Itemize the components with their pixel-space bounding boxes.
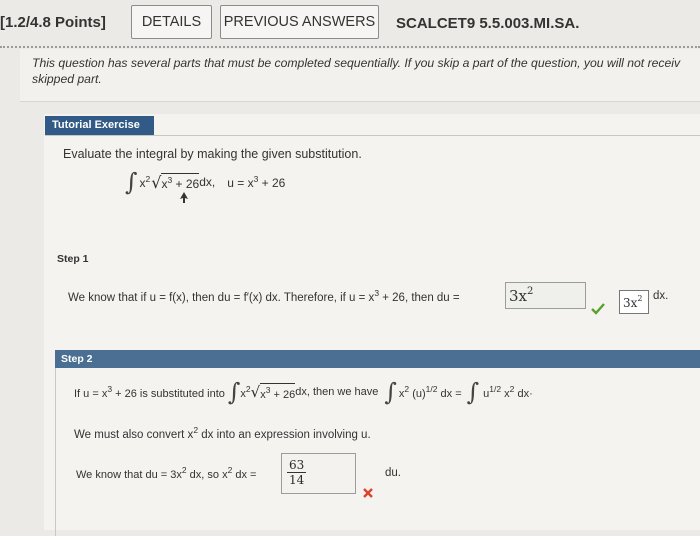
tutorial-tab: Tutorial Exercise — [45, 116, 154, 135]
mouse-cursor-icon — [180, 192, 188, 204]
question-points — [0, 14, 106, 31]
tutorial-divider — [45, 135, 700, 136]
step2-trailing: du. — [385, 467, 401, 479]
step1-answer-field[interactable]: $3x^2$ — [505, 282, 586, 309]
integral-sign: ∫ — [125, 168, 138, 196]
divider — [0, 46, 700, 48]
step2-panel — [55, 350, 700, 536]
notice-text: This question has several parts that must be completed sequentially. If you skip a part of the question, you will not receiv skipped part. — [32, 56, 681, 86]
step2-label: Step 2 — [55, 350, 700, 368]
step1-trailing: dx. — [653, 290, 669, 302]
step2-line2: We must also convert $x^2$ dx into an expression involving u. — [74, 425, 371, 441]
fraction-denominator: 14 — [289, 473, 305, 487]
checkmark-icon — [591, 303, 605, 315]
question-id: SCALCET9 5.5.003.MI.SA. — [396, 15, 580, 32]
sqrt-icon: √ — [151, 172, 162, 192]
sqrt-icon: √ — [250, 383, 261, 401]
details-button[interactable] — [131, 5, 212, 39]
step2-line3: We know that du = $3x^2$ dx, so $x^2$ dx = — [76, 465, 257, 481]
step1-key-box: $3x^2$ — [619, 290, 649, 314]
details-label: DETAILS — [141, 14, 202, 30]
tutorial-prompt: Evaluate the integral by making the given substitution. — [63, 147, 362, 161]
previous-answers-button[interactable] — [220, 5, 379, 39]
step2-line1: If $u = x^3 + 26$ is substituted into ∫ $x^2$ √ $x^3 + 26$ dx, then we have ∫ $x^2$ $(u)^{1/2}$ dx = ∫ $u^{1/2}$ $x^2$ dx· — [74, 378, 533, 406]
x-mark-icon — [362, 487, 374, 499]
integral-sign: ∫ — [227, 378, 241, 406]
previous-answers-label: PREVIOUS ANSWERS — [223, 14, 376, 30]
points-text: [1.2/4.8 Points] — [0, 14, 106, 31]
integral-sign: ∫ — [466, 378, 480, 406]
fraction-numerator: 63 — [289, 458, 305, 472]
step2-answer-field[interactable] — [281, 453, 356, 494]
step1-text: We know that if u = f(x), then du = f′(x) dx. Therefore, if $u = x^3 + 26$, then du = — [68, 288, 460, 304]
integral-expression: ∫ $x^2$ √ $x^3 + 26$ dx, $u = x^3 + 26$ — [125, 168, 286, 196]
integral-sign: ∫ — [384, 378, 397, 406]
answer-fraction — [287, 458, 306, 487]
step1-label: Step 1 — [57, 253, 89, 265]
